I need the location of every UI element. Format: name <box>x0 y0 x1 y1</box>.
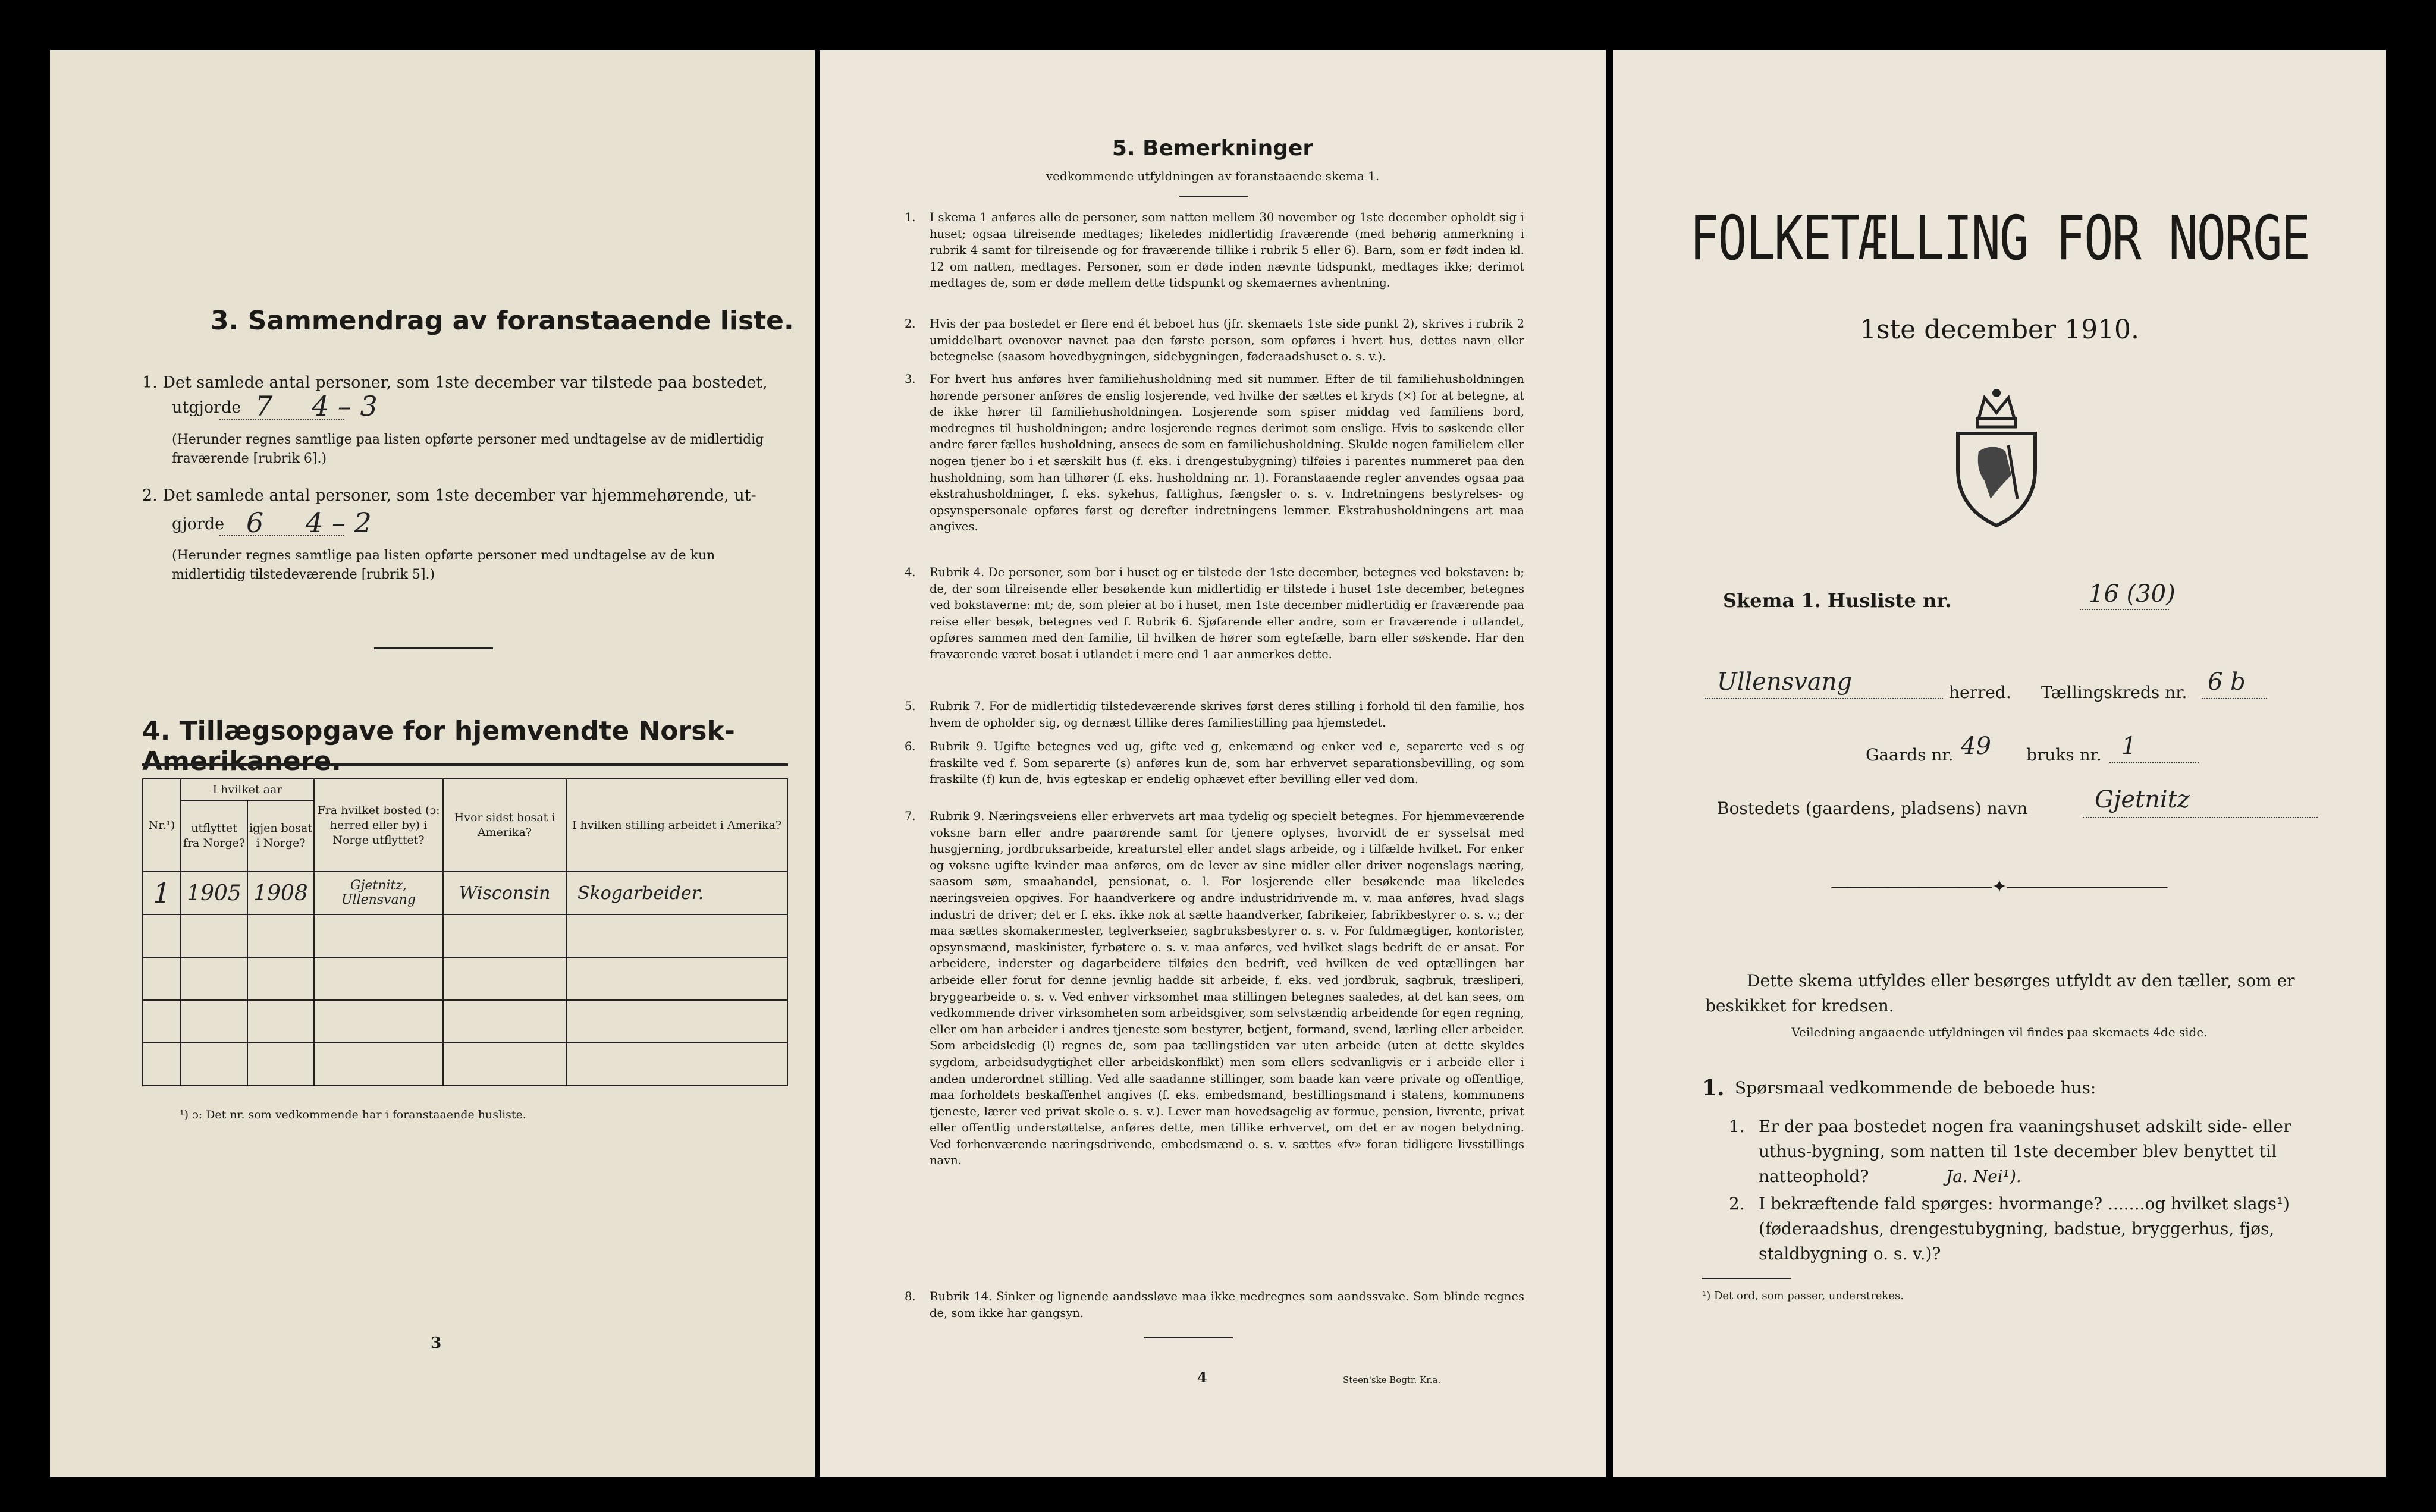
page-left <box>50 50 815 1477</box>
divider <box>1702 1278 1791 1279</box>
ornament-divider: ―――――――――✦――――――――― <box>1831 876 2168 897</box>
page-number: 4 <box>1197 1369 1207 1386</box>
kreds-number: 6 b <box>2208 668 2246 696</box>
section-4-title: 4. Tillægsopgave for hjemvendte Norsk-Amerikanere. <box>142 716 735 777</box>
intro-text: Dette skema utfyldes eller besørges utfyldt av den tæller, som er beskikket for kredsen. <box>1705 971 2295 1016</box>
veiledning-text: Veiledning angaaende utfyldningen vil findes paa skemaets 4de side. <box>1791 1025 2208 1039</box>
gaards-label: Gaards nr. <box>1866 745 1954 765</box>
row-nr: 1 <box>143 872 181 914</box>
dotted-line <box>2083 817 2318 818</box>
summary-item-1-value: 7 <box>255 390 273 422</box>
col-where: Hvor sidst bosat i Amerika? <box>443 779 566 872</box>
page-right <box>1613 50 2386 1477</box>
bosted-name: Gjetnitz <box>2095 786 2190 813</box>
remarks-title: 5. Bemerkninger <box>1112 136 1314 161</box>
summary-item-2-value: 6 <box>246 507 264 539</box>
remark-item: 7. Rubrik 9. Næringsveiens eller erhvervets art maa tydelig og specielt betegnes. For hjemmeværende voksne barn eller andre paarørende samt for tjenere oplyses, hvorvidt de er sysselsat med husgjerning, jordbruksarbeide, kreaturstel eller andet slags arbeide, og i tilfælde hvilket. For enker og voksne ugifte kvinder maa anføres, om de lever av sine midler eller driver nogenslags næring, saasom søm, smaahandel, pensionat, o. l. For losjerende eller besøkende maa likeledes næringsveien opgives. For haandverkere og andre industridrivende m. v. maa anføres, hvad slags industri de driver; det er f. eks. ikke nok at sætte haandverker, fabrikeier, fabrikbestyrer o. s. v.; der maa sættes skomakermester, teglverkseier, sagbruksbestyrer o. s. v. For fuldmægtiger, kontorister, opsynsmænd, maskinister, fyrbøtere o. s. v. maa anføres, ved hvilket slags bedrift de er ansat. For arbeidere, inderster og dagarbeidere tilføies den bedrift, ved hvilken de ved optællingen har arbeide eller forut for denne jevnlig hadde sit arbeide, f. eks. ved jordbruk, sagbruk, træsliperi, bryggearbeide o. s. v. Ved enhver virksomhet maa stillingen betegnes saaledes, at det kan sees, om vedkommende driver virksomheten som arbeidsgiver, som selvstændig arbeidende for egen regning, eller om han arbeider i andres tjeneste som bestyrer, betjent, formand, svend, lærling eller arbeider. Som arbeidsledig (l) regnes de, som paa tællingstiden var uten arbeide (uten at dette skyldes sygdom, arbeidsudygtighet eller arbeidskonflikt) men som ellers sedvanligvis er i arbeide eller i anden underordnet stilling. Ved alle saadanne stillinger, som baade kan være private og offentlige, maa forholdets beskaffenhet angives (f. eks. embedsmand, bestillingsmand i statens, kommunens tjeneste, lærer ved privat skole o. s. v.). Lever man hovedsagelig av formue, pension, livrente, privat eller offentlig understøttelse, anføres dette, men tillike erhvervet, om det er av nogen betydning. Ved forhenværende næringsdrivende, embedsmænd o. s. v. sættes «fv» foran tidligere livsstillings navn. <box>905 809 1524 1168</box>
dotted-line <box>2109 762 2199 763</box>
question-1: Er der paa bostedet nogen fra vaaningshuset adskilt side- eller uthus-bygning, som natten til 1ste december blev benyttet til natteophold? <box>1759 1117 2291 1186</box>
table-row <box>143 872 787 914</box>
col-job: I hvilken stilling arbeidet i Amerika? <box>566 779 787 872</box>
row-job: Skogarbeider. <box>566 872 787 914</box>
remark-item: 3. For hvert hus anføres hver familiehusholdning med sit nummer. Efter de til familiehusholdningen hørende personer anføres de enslig losjerende, ved hvilke der sættes et kryds (×) for at betegne, at de ikke hører til familiehusholdningen. Losjerende som spiser middag ved familiens bord, medregnes til husholdningen; andre losjerende regnes derimot som enslige. Hvis to søskende eller andre fører fælles husholdning, ansees de som en familiehusholdning. Skulde nogen familielem eller nogen tjener bo i et særskilt hus (f. eks. i drengestubygning) tilføies i parentes nummeret paa den husholdning, som han tilhører (f. eks. husholdning nr. 1). Foranstaaende regler anvendes ogsaa paa ekstrahusholdninger, f. eks. sykehus, fattighus, fængsler o. s. v. Indretningens bestyrelses- og opsynspersonale opføres først og derefter indretningens lemmer. Ekstrahusholdningens art maa angives. <box>905 372 1524 534</box>
summary-item-1: 1. Det samlede antal personer, som 1ste december var tilstede paa bostedet, <box>142 373 768 392</box>
norsk-amerikanere-table <box>142 778 788 1086</box>
census-title: FOLKETÆLLING FOR NORGE <box>1689 203 2310 274</box>
table-footnote: ¹) ɔ: Det nr. som vedkommende har i foranstaaende husliste. <box>180 1108 526 1121</box>
summary-item-2: 2. Det samlede antal personer, som 1ste december var hjemmehørende, ut- <box>142 486 756 505</box>
herred-label: herred. <box>1949 683 2011 702</box>
husliste-number: 16 (30) <box>2089 580 2176 608</box>
question-2: I bekræftende fald spørges: hvormange? .......og hvilket slags¹) (føderaadshus, drengestubygning, badstue, bryggerhus, fjøs, staldbygning o. s. v.)? <box>1759 1194 2290 1263</box>
col-group-year: I hvilket aar <box>181 779 314 800</box>
dotted-line <box>2202 698 2267 699</box>
summary-item-2-breakdown: 4 – 2 <box>306 507 372 539</box>
dotted-line <box>219 419 344 420</box>
summary-item-1-breakdown: 4 – 3 <box>312 390 378 422</box>
skema-label: Skema 1. Husliste nr. <box>1723 589 1952 612</box>
bosted-label: Bostedets (gaardens, pladsens) navn <box>1717 799 2028 818</box>
divider <box>374 647 493 649</box>
summary-item-2-note: (Herunder regnes samtlige paa listen opførte personer med undtagelse av de kun midlertidig tilstedeværende [rubrik 5].) <box>172 548 715 582</box>
summary-item-1-note: (Herunder regnes samtlige paa listen opførte personer med undtagelse av de midlertidig fraværende [rubrik 6].) <box>172 432 764 466</box>
dotted-line <box>219 535 344 536</box>
summary-item-1-prefix: utgjorde <box>172 398 241 417</box>
section-3-title: 3. Sammendrag av foranstaaende liste. <box>211 306 794 336</box>
gaards-number: 49 <box>1961 733 1991 760</box>
kreds-label: Tællingskreds nr. <box>2041 683 2187 702</box>
dotted-line <box>1705 698 1943 699</box>
remark-item: 2. Hvis der paa bostedet er flere end ét beboet hus (jfr. skemaets 1ste side punkt 2), skrives i rubrik 2 umiddelbart ovenover navnet paa den første person, som opføres i hvert hus, dettes navn eller betegnelse (saasom hovedbygningen, sidebygningen, føderaadshuset o. s. v.). <box>905 317 1524 364</box>
remark-item: 5. Rubrik 7. For de midlertidig tilstedeværende skrives først deres stilling i forhold til den familie, hos hvem de opholder sig, og dernæst tillike deres familiestilling paa hjemstedet. <box>905 699 1524 730</box>
remarks-subtitle: vedkommende utfyldningen av foranstaaende skema 1. <box>1046 169 1380 183</box>
coat-of-arms-icon <box>1943 386 2050 529</box>
row-out: 1905 <box>181 872 247 914</box>
questions-number: 1. <box>1702 1076 1725 1101</box>
row-where: Wisconsin <box>443 872 566 914</box>
remark-item: 1. I skema 1 anføres alle de personer, som natten mellem 30 november og 1ste december opholdt sig i huset; ogsaa tilreisende medtages; likeledes midlertidig fraværende (med behørig anmerkning i rubrik 4 samt for tilreisende og for fraværende tillike i rubrik 5 eller 6). Barn, som er født inden kl. 12 om natten, medtages. Personer, som er døde inden nævnte tidspunkt, medtages ikke; derimot medtages de, som er døde mellem dette tidspunkt og skemaernes avhentning. <box>905 210 1524 290</box>
col-nr: Nr.¹) <box>143 779 181 872</box>
page-number: 3 <box>431 1334 442 1352</box>
dotted-line <box>2080 609 2169 610</box>
printer-mark: Steen'ske Bogtr. Kr.a. <box>1343 1375 1441 1385</box>
divider <box>1144 1337 1233 1338</box>
question-1-answer: Ja. Nei¹). <box>1946 1167 2021 1186</box>
col-out: utflyttet fra Norge? <box>181 800 247 872</box>
row-back: 1908 <box>247 872 314 914</box>
col-back: igjen bosat i Norge? <box>247 800 314 872</box>
remark-item: 8. Rubrik 14. Sinker og lignende aandssløve maa ikke medregnes som aandssvake. Som blinde regnes de, som ikke har gangsyn. <box>905 1290 1524 1320</box>
questions-heading: Spørsmaal vedkommende de beboede hus: <box>1735 1078 2096 1098</box>
col-from: Fra hvilket bosted (ɔ: herred eller by) i Norge utflyttet? <box>314 779 443 872</box>
remark-item: 6. Rubrik 9. Ugifte betegnes ved ug, gifte ved g, enkemænd og enker ved e, separerte ved s og fraskilte ved f. Som separerte (s) anføres kun de, som har erhvervet separationsbevilling, og som fraskilte (f) kun de, hvis egteskap er endelig ophævet efter bevilling eller ved dom. <box>905 740 1524 787</box>
summary-item-2-prefix: gjorde <box>172 515 225 533</box>
question-2-number: 2. <box>1729 1194 1745 1214</box>
census-date: 1ste december 1910. <box>1859 315 2140 345</box>
question-1-number: 1. <box>1729 1117 1745 1136</box>
bruks-label: bruks nr. <box>2026 745 2102 765</box>
bruks-number: 1 <box>2121 733 2137 760</box>
row-from: Gjetnitz, Ullensvang <box>314 872 443 914</box>
divider <box>1179 196 1248 197</box>
herred-name: Ullensvang <box>1717 668 1853 696</box>
table-top-rule <box>142 763 788 766</box>
remark-item: 4. Rubrik 4. De personer, som bor i huset og er tilstede der 1ste december, betegnes ved bokstaven: b; de, der som tilreisende eller besøkende kun midlertidig er tilstede i huset 1ste december, betegnes ved bokstaverne: mt; de, som pleier at bo i huset, men 1ste december midlertidig er fraværende paa reise eller besøk, betegnes ved f. Rubrik 6. Sjøfarende eller andre, som er fraværende i utlandet, opføres sammen med den familie, til hvilken de hører som egtefælle, barn eller søskende. Har den fraværende været bosat i utlandet i mere end 1 aar anmerkes dette. <box>905 565 1524 661</box>
page-middle <box>820 50 1606 1477</box>
footnote: ¹) Det ord, som passer, understrekes. <box>1702 1290 1904 1302</box>
